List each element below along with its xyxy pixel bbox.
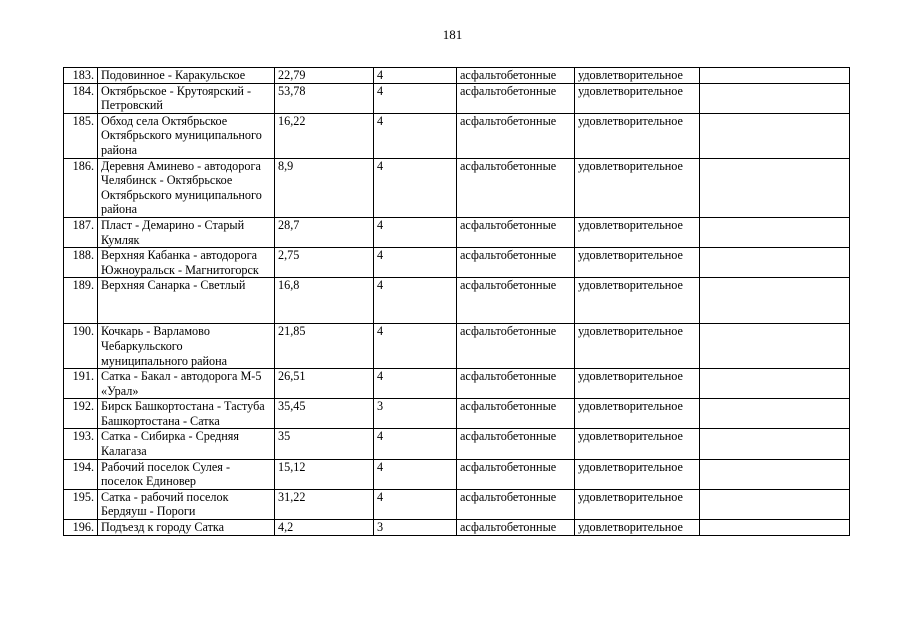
road-length: 21,85 — [275, 324, 374, 369]
road-surface: асфальтобетонные — [457, 83, 575, 113]
road-condition: удовлетворительное — [575, 459, 700, 489]
road-note — [700, 399, 850, 429]
road-name: Октябрьское - Крутоярский - Петровский — [98, 83, 275, 113]
road-name: Сатка - Сибирка - Средняя Калагаза — [98, 429, 275, 459]
road-condition: удовлетворительное — [575, 217, 700, 247]
road-note — [700, 324, 850, 369]
table-row — [64, 324, 850, 369]
road-category: 4 — [374, 278, 457, 324]
road-length: 53,78 — [275, 83, 374, 113]
row-number: 195. — [64, 489, 98, 519]
road-note — [700, 158, 850, 217]
road-note — [700, 278, 850, 324]
road-note — [700, 83, 850, 113]
road-surface: асфальтобетонные — [457, 278, 575, 324]
road-note — [700, 68, 850, 84]
road-length: 28,7 — [275, 217, 374, 247]
table-row — [64, 248, 850, 278]
road-name: Подовинное - Каракульское — [98, 68, 275, 84]
road-length: 31,22 — [275, 489, 374, 519]
road-note — [700, 459, 850, 489]
road-surface: асфальтобетонные — [457, 68, 575, 84]
road-surface: асфальтобетонные — [457, 459, 575, 489]
roads-table — [63, 67, 850, 536]
road-category: 4 — [374, 429, 457, 459]
road-condition: удовлетворительное — [575, 248, 700, 278]
road-surface: асфальтобетонные — [457, 324, 575, 369]
row-number: 191. — [64, 369, 98, 399]
road-length: 15,12 — [275, 459, 374, 489]
road-surface: асфальтобетонные — [457, 248, 575, 278]
road-condition: удовлетворительное — [575, 68, 700, 84]
road-name: Верхняя Санарка - Светлый — [98, 278, 275, 324]
table-row — [64, 113, 850, 158]
table-row — [64, 369, 850, 399]
road-note — [700, 217, 850, 247]
road-name: Бирск Башкортостана - Тастуба Башкортостана - Сатка — [98, 399, 275, 429]
road-note — [700, 248, 850, 278]
row-number: 183. — [64, 68, 98, 84]
road-length: 4,2 — [275, 520, 374, 536]
road-condition: удовлетворительное — [575, 158, 700, 217]
road-name: Деревня Аминево - автодорога Челябинск - Октябрьское Октябрьского муниципального района — [98, 158, 275, 217]
table-row — [64, 83, 850, 113]
road-length: 8,9 — [275, 158, 374, 217]
road-surface: асфальтобетонные — [457, 520, 575, 536]
road-surface: асфальтобетонные — [457, 217, 575, 247]
road-surface: асфальтобетонные — [457, 489, 575, 519]
road-condition: удовлетворительное — [575, 399, 700, 429]
road-name: Подъезд к городу Сатка — [98, 520, 275, 536]
road-note — [700, 489, 850, 519]
road-name: Рабочий поселок Сулея - поселок Единовер — [98, 459, 275, 489]
road-note — [700, 369, 850, 399]
road-length: 16,22 — [275, 113, 374, 158]
road-length: 22,79 — [275, 68, 374, 84]
road-note — [700, 113, 850, 158]
road-note — [700, 520, 850, 536]
road-length: 35,45 — [275, 399, 374, 429]
road-condition: удовлетворительное — [575, 369, 700, 399]
road-name: Пласт - Демарино - Старый Кумляк — [98, 217, 275, 247]
row-number: 196. — [64, 520, 98, 536]
road-surface: асфальтобетонные — [457, 429, 575, 459]
row-number: 184. — [64, 83, 98, 113]
table-row — [64, 217, 850, 247]
road-length: 16,8 — [275, 278, 374, 324]
row-number: 194. — [64, 459, 98, 489]
road-condition: удовлетворительное — [575, 278, 700, 324]
row-number: 186. — [64, 158, 98, 217]
road-category: 4 — [374, 369, 457, 399]
road-surface: асфальтобетонные — [457, 113, 575, 158]
road-name: Кочкарь - Варламово Чебаркульского муниципального района — [98, 324, 275, 369]
road-category: 3 — [374, 520, 457, 536]
road-category: 4 — [374, 68, 457, 84]
road-surface: асфальтобетонные — [457, 158, 575, 217]
road-category: 4 — [374, 489, 457, 519]
road-category: 4 — [374, 83, 457, 113]
road-category: 4 — [374, 217, 457, 247]
table-row — [64, 489, 850, 519]
table-row — [64, 278, 850, 324]
road-condition: удовлетворительное — [575, 429, 700, 459]
road-name: Обход села Октябрьское Октябрьского муниципального района — [98, 113, 275, 158]
row-number: 192. — [64, 399, 98, 429]
road-name: Сатка - рабочий поселок Бердяуш - Пороги — [98, 489, 275, 519]
road-category: 4 — [374, 248, 457, 278]
table-row — [64, 429, 850, 459]
road-condition: удовлетворительное — [575, 324, 700, 369]
road-surface: асфальтобетонные — [457, 369, 575, 399]
row-number: 190. — [64, 324, 98, 369]
table-row — [64, 459, 850, 489]
row-number: 185. — [64, 113, 98, 158]
road-condition: удовлетворительное — [575, 83, 700, 113]
page-number: 181 — [442, 27, 463, 42]
road-length: 2,75 — [275, 248, 374, 278]
road-name: Сатка - Бакал - автодорога М-5 «Урал» — [98, 369, 275, 399]
road-category: 3 — [374, 399, 457, 429]
road-name: Верхняя Кабанка - автодорога Южноуральск - Магнитогорск — [98, 248, 275, 278]
row-number: 187. — [64, 217, 98, 247]
table-row — [64, 158, 850, 217]
table-row — [64, 520, 850, 536]
row-number: 188. — [64, 248, 98, 278]
road-condition: удовлетворительное — [575, 520, 700, 536]
road-category: 4 — [374, 459, 457, 489]
road-category: 4 — [374, 324, 457, 369]
road-surface: асфальтобетонные — [457, 399, 575, 429]
road-note — [700, 429, 850, 459]
row-number: 193. — [64, 429, 98, 459]
row-number: 189. — [64, 278, 98, 324]
road-condition: удовлетворительное — [575, 113, 700, 158]
road-category: 4 — [374, 113, 457, 158]
road-category: 4 — [374, 158, 457, 217]
road-length: 26,51 — [275, 369, 374, 399]
table-row — [64, 399, 850, 429]
table-row — [64, 68, 850, 84]
road-length: 35 — [275, 429, 374, 459]
road-condition: удовлетворительное — [575, 489, 700, 519]
